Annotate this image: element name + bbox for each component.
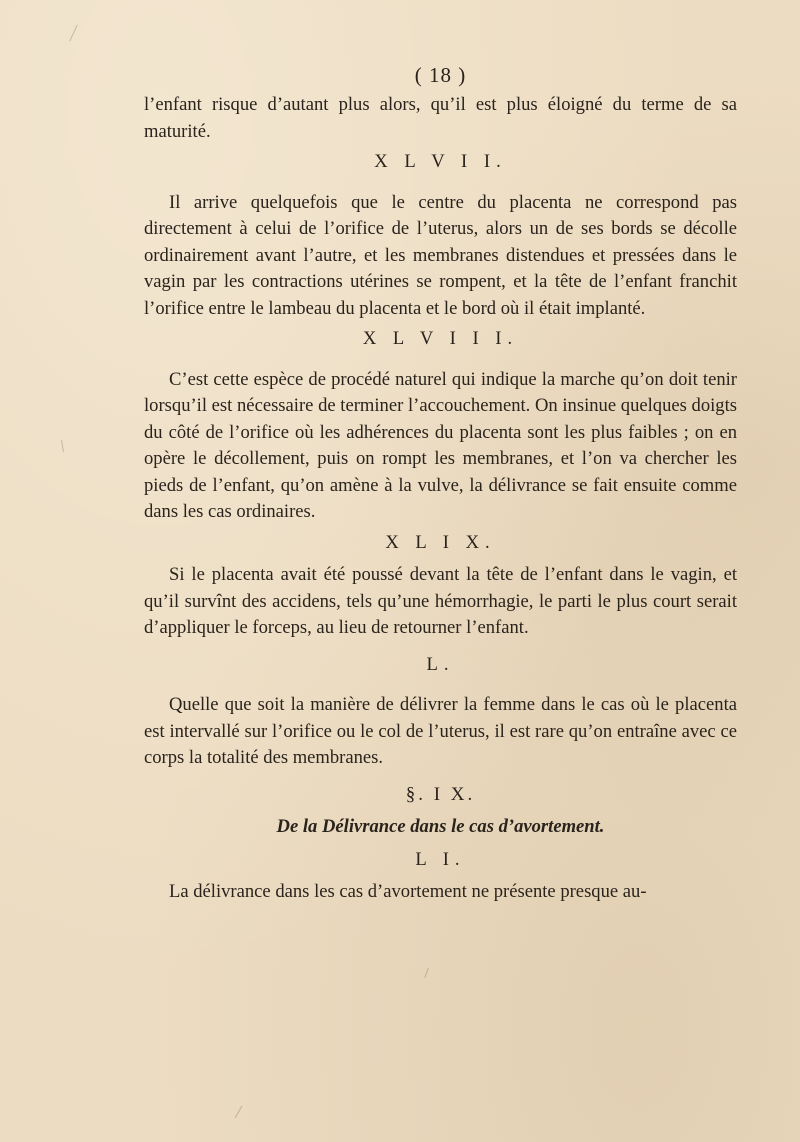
article-heading-47: X L V I I. bbox=[374, 151, 507, 172]
article-heading-49: X L I X. bbox=[385, 531, 496, 553]
section-title: De la Délivrance dans le cas d’avortement. bbox=[276, 816, 605, 837]
paragraph-continuation: l’enfant risque d’autant plus alors, qu’il est plus éloigné du terme de sa maturité. bbox=[144, 94, 737, 142]
section-heading: §. I X. bbox=[405, 783, 476, 805]
paper-speck bbox=[424, 968, 428, 978]
article-heading-51: L I. bbox=[415, 848, 466, 870]
article-49-text: Si le placenta avait été poussé devant la tête de l’enfant dans le vagin, et qu’il survînt des accidens, tels qu’une hémorrhagie, le parti le plus court serait d’appliquer le forceps, au lieu de retourner l’enfant. bbox=[144, 564, 737, 638]
paper-speck bbox=[61, 440, 64, 452]
article-48-text: C’est cette espèce de procédé naturel qui indique la marche qu’on doit tenir lorsqu’il est nécessaire de terminer l’accouchement. On insinue quelques doigts du côté de l’orifice où les adhérences du placenta sont les plus faibles ; on en opère le décollement, puis on rompt les membranes, et l’on va chercher les pieds de l’enfant, qu’on amène à la vulve, la délivrance se fait ensuite comme dans les cas ordinaires. bbox=[144, 368, 737, 522]
paper-speck bbox=[235, 1106, 243, 1119]
article-47-text: Il arrive quelquefois que le centre du placenta ne correspond pas directement à celui de l’orifice de l’uterus, alors un de ses bords se décolle ordinairement avant l’autre, et les membranes distendues et pressées dans le vagin par les contractions utérines se rompent, et la tête de l’enfant franchit l’orifice entre le lambeau du placenta et le bord où il était implanté. bbox=[144, 191, 737, 319]
paper-speck bbox=[69, 25, 78, 42]
page-number: ( 18 ) bbox=[414, 63, 467, 87]
book-page bbox=[144, 62, 737, 906]
article-51-text: La délivrance dans les cas d’avortement ne présente presque au- bbox=[169, 881, 647, 902]
article-heading-48: X L V I I I. bbox=[362, 328, 519, 349]
article-50-text: Quelle que soit la manière de délivrer la femme dans le cas où le placenta est intervallé sur l’orifice ou le col de l’uterus, il est rare qu’on entraîne avec ce corps la totalité des membranes. bbox=[144, 694, 737, 768]
article-heading-50: L. bbox=[426, 653, 455, 675]
